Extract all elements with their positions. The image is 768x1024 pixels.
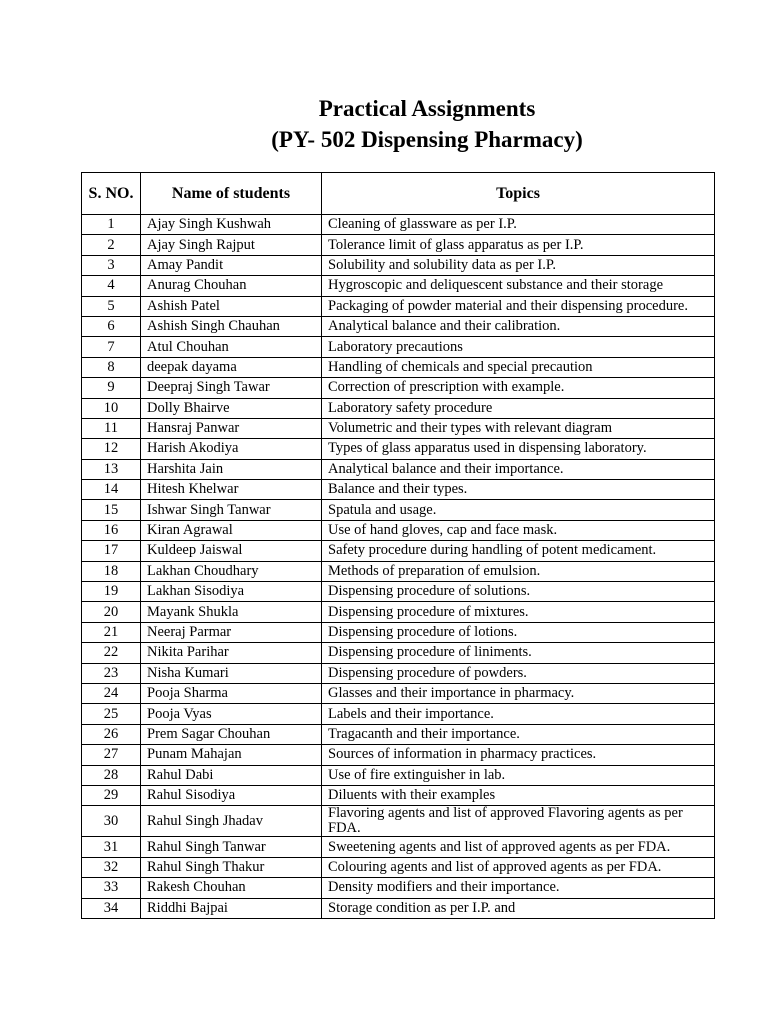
sno-cell: 28 [82,765,141,785]
student-name-cell: deepak dayama [141,357,322,377]
topic-cell: Dispensing procedure of liniments. [322,643,715,663]
topic-cell: Sources of information in pharmacy practices. [322,745,715,765]
header-name: Name of students [141,173,322,215]
student-name-cell: Prem Sagar Chouhan [141,724,322,744]
sno-cell: 3 [82,255,141,275]
table-row [82,316,715,336]
student-name-cell: Rakesh Chouhan [141,878,322,898]
sno-cell: 12 [82,439,141,459]
table-row [82,357,715,377]
table-row [82,398,715,418]
table-row [82,235,715,255]
sno-cell: 5 [82,296,141,316]
title-line-2: (PY- 502 Dispensing Pharmacy) [271,127,583,152]
table-row [82,296,715,316]
sno-cell: 17 [82,541,141,561]
sno-cell: 24 [82,683,141,703]
student-name-cell: Rahul Singh Jhadav [141,806,322,837]
table-row [82,898,715,918]
topic-cell: Tragacanth and their importance. [322,724,715,744]
table-row [82,520,715,540]
topic-cell: Analytical balance and their importance. [322,459,715,479]
sno-cell: 31 [82,837,141,857]
assignments-table [81,172,715,919]
table-body [82,215,715,919]
student-name-cell: Neeraj Parmar [141,622,322,642]
sno-cell: 32 [82,857,141,877]
sno-cell: 16 [82,520,141,540]
table-header-row [82,173,715,215]
student-name-cell: Harish Akodiya [141,439,322,459]
student-name-cell: Anurag Chouhan [141,276,322,296]
table-row [82,806,715,837]
topic-cell: Laboratory precautions [322,337,715,357]
table-row [82,765,715,785]
table-row [82,500,715,520]
table-row [82,878,715,898]
topic-cell: Correction of prescription with example. [322,378,715,398]
topic-cell: Sweetening agents and list of approved agents as per FDA. [322,837,715,857]
table-row [82,255,715,275]
topic-cell: Cleaning of glassware as per I.P. [322,215,715,235]
topic-cell: Tolerance limit of glass apparatus as per I.P. [322,235,715,255]
student-name-cell: Ajay Singh Kushwah [141,215,322,235]
sno-cell: 1 [82,215,141,235]
sno-cell: 6 [82,316,141,336]
table-row [82,837,715,857]
topic-cell: Flavoring agents and list of approved Flavoring agents as per FDA. [322,806,715,837]
topic-cell: Solubility and solubility data as per I.P. [322,255,715,275]
student-name-cell: Punam Mahajan [141,745,322,765]
table-row [82,561,715,581]
topic-cell: Glasses and their importance in pharmacy. [322,683,715,703]
sno-cell: 25 [82,704,141,724]
topic-cell: Laboratory safety procedure [322,398,715,418]
topic-cell: Dispensing procedure of lotions. [322,622,715,642]
student-name-cell: Pooja Vyas [141,704,322,724]
topic-cell: Diluents with their examples [322,785,715,805]
sno-cell: 33 [82,878,141,898]
table-row [82,418,715,438]
sno-cell: 14 [82,480,141,500]
topic-cell: Storage condition as per I.P. and [322,898,715,918]
table-row [82,785,715,805]
table-row [82,378,715,398]
student-name-cell: Nisha Kumari [141,663,322,683]
table-row [82,683,715,703]
sno-cell: 11 [82,418,141,438]
sno-cell: 13 [82,459,141,479]
student-name-cell: Dolly Bhairve [141,398,322,418]
table-row [82,541,715,561]
student-name-cell: Hansraj Panwar [141,418,322,438]
sno-cell: 30 [82,806,141,837]
student-name-cell: Rahul Dabi [141,765,322,785]
title-line-1: Practical Assignments [318,96,536,121]
table-row [82,337,715,357]
header-topic: Topics [322,173,715,215]
student-name-cell: Atul Chouhan [141,337,322,357]
student-name-cell: Rahul Singh Tanwar [141,837,322,857]
topic-cell: Density modifiers and their importance. [322,878,715,898]
sno-cell: 10 [82,398,141,418]
topic-cell: Dispensing procedure of powders. [322,663,715,683]
table-row [82,724,715,744]
table-row [82,745,715,765]
topic-cell: Dispensing procedure of solutions. [322,582,715,602]
student-name-cell: Pooja Sharma [141,683,322,703]
sno-cell: 34 [82,898,141,918]
topic-cell: Packaging of powder material and their dispensing procedure. [322,296,715,316]
student-name-cell: Harshita Jain [141,459,322,479]
sno-cell: 27 [82,745,141,765]
sno-cell: 8 [82,357,141,377]
sno-cell: 20 [82,602,141,622]
table-row [82,439,715,459]
table-row [82,622,715,642]
sno-cell: 9 [82,378,141,398]
topic-cell: Types of glass apparatus used in dispensing laboratory. [322,439,715,459]
student-name-cell: Mayank Shukla [141,602,322,622]
student-name-cell: Amay Pandit [141,255,322,275]
student-name-cell: Lakhan Sisodiya [141,582,322,602]
sno-cell: 29 [82,785,141,805]
topic-cell: Volumetric and their types with relevant diagram [322,418,715,438]
sno-cell: 23 [82,663,141,683]
table-row [82,480,715,500]
topic-cell: Colouring agents and list of approved agents as per FDA. [322,857,715,877]
topic-cell: Balance and their types. [322,480,715,500]
student-name-cell: Ashish Singh Chauhan [141,316,322,336]
topic-cell: Hygroscopic and deliquescent substance and their storage [322,276,715,296]
topic-cell: Handling of chemicals and special precaution [322,357,715,377]
topic-cell: Use of fire extinguisher in lab. [322,765,715,785]
sno-cell: 15 [82,500,141,520]
student-name-cell: Ashish Patel [141,296,322,316]
table-row [82,276,715,296]
sno-cell: 7 [82,337,141,357]
student-name-cell: Ishwar Singh Tanwar [141,500,322,520]
sno-cell: 4 [82,276,141,296]
topic-cell: Safety procedure during handling of potent medicament. [322,541,715,561]
topic-cell: Methods of preparation of emulsion. [322,561,715,581]
student-name-cell: Kuldeep Jaiswal [141,541,322,561]
sno-cell: 21 [82,622,141,642]
document-title [0,93,768,155]
table-row [82,582,715,602]
student-name-cell: Lakhan Choudhary [141,561,322,581]
student-name-cell: Rahul Singh Thakur [141,857,322,877]
sno-cell: 22 [82,643,141,663]
sno-cell: 26 [82,724,141,744]
table-row [82,857,715,877]
student-name-cell: Riddhi Bajpai [141,898,322,918]
table-row [82,459,715,479]
sno-cell: 18 [82,561,141,581]
student-name-cell: Kiran Agrawal [141,520,322,540]
table-row [82,704,715,724]
topic-cell: Labels and their importance. [322,704,715,724]
student-name-cell: Rahul Sisodiya [141,785,322,805]
topic-cell: Analytical balance and their calibration. [322,316,715,336]
topic-cell: Dispensing procedure of mixtures. [322,602,715,622]
student-name-cell: Deepraj Singh Tawar [141,378,322,398]
student-name-cell: Ajay Singh Rajput [141,235,322,255]
table-row [82,602,715,622]
student-name-cell: Nikita Parihar [141,643,322,663]
sno-cell: 2 [82,235,141,255]
table-row [82,643,715,663]
sno-cell: 19 [82,582,141,602]
topic-cell: Spatula and usage. [322,500,715,520]
header-sno: S. NO. [82,173,141,215]
student-name-cell: Hitesh Khelwar [141,480,322,500]
table-row [82,663,715,683]
topic-cell: Use of hand gloves, cap and face mask. [322,520,715,540]
table-row [82,215,715,235]
